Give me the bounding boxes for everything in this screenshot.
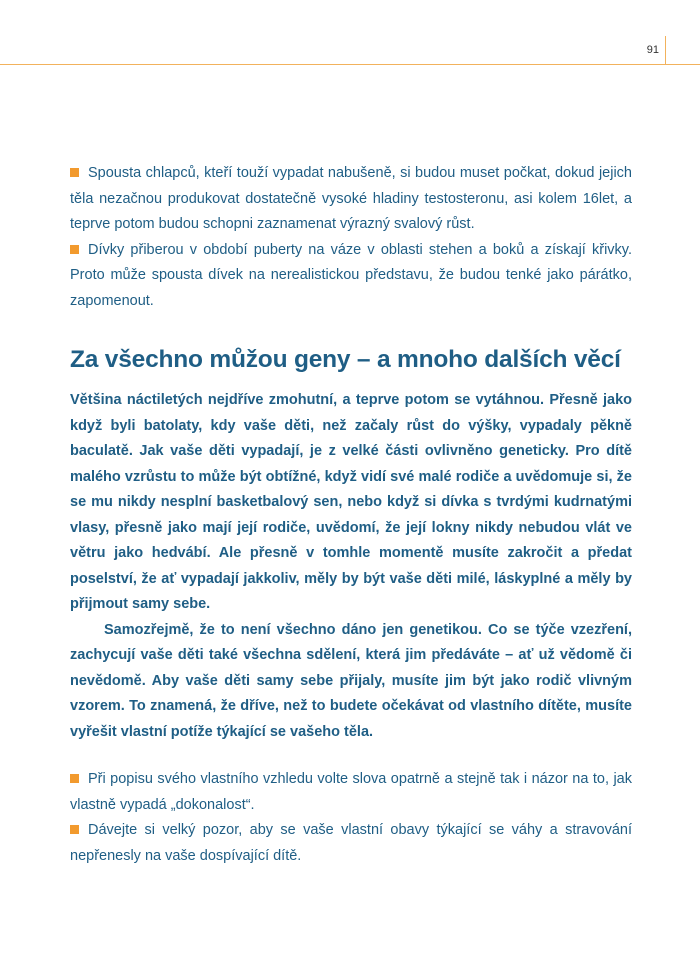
header-tick [665, 36, 666, 65]
bullet-item [70, 238, 632, 315]
bullet-item [70, 818, 632, 869]
square-bullet-icon [70, 774, 79, 783]
page-number: 91 [646, 44, 659, 56]
bullet-item [70, 767, 632, 818]
bottom-bullet-list [70, 767, 632, 869]
header-rule [0, 64, 700, 65]
top-bullet-list [70, 161, 632, 314]
body-paragraph: Většina náctiletých nejdříve zmohutní, a teprve potom se vytáhnou. Přesně jako když byli batolaty, kdy vaše děti, než začaly růst do výšky, vypadaly pěkně baculatě. Jak vaše děti vypadají, je z velké části ovlivněno geneticky. Pro dítě malého vzrůstu to může být obtížné, když vidí své malé rodiče a uvědomuje si, že se mu nikdy nesplní basketbalový sen, nebo když si dívka s tvrdými kudrnatými vlasy, přesně jako mají její rodiče, uvědomí, že její lokny nikdy nebudou vlát ve větru jako hedvábí. Ale přesně v tomhle momentě musíte zakročit a předat poselství, že ať vypadají jakkoliv, měly by být vaše děti milé, láskyplné a měly by přijmout samy sebe. [70, 392, 632, 612]
bullet-text: Spousta chlapců, kteří touží vypadat nabušeně, si budou muset počkat, dokud jejich těla nezačnou produkovat dostatečně vysoké hladiny testosteronu, asi kolem 16let, a teprve potom budou schopni zaznamenat výrazný svalový růst. [70, 165, 632, 232]
bullet-text: Dívky přiberou v období puberty na váze v oblasti stehen a boků a získají křivky. Proto může spousta dívek na nerealistickou představu, že budou tenké jako párátko, zapomenout. [70, 241, 632, 309]
bullet-text: Při popisu svého vlastního vzhledu volte slova opatrně a stejně tak i názor na to, jak vlastně vypadá „dokonalost“. [70, 771, 632, 813]
body-paragraph: Samozřejmě, že to není všechno dáno jen genetikou. Co se týče vzezření, zachycují vaše děti také všechna sdělení, která jim předáváte – ať už vědomě či nevědomě. Aby vaše děti samy sebe přijaly, musíte jim být jako rodič vlivným vzorem. To znamená, že dříve, než to budete očekávat od vlastního dítěte, musíte vyřešit vlastní potíže týkající se vašeho těla. [70, 621, 632, 740]
square-bullet-icon [70, 168, 79, 177]
section-heading: Za všechno můžou geny – a mnoho dalších věcí [70, 346, 621, 373]
bullet-item [70, 161, 632, 238]
section-body [70, 388, 632, 745]
bullet-text: Dávejte si velký pozor, aby se vaše vlastní obavy týkající se váhy a stravování nepřenesly na vaše dospívající dítě. [70, 822, 632, 864]
square-bullet-icon [70, 825, 79, 834]
square-bullet-icon [70, 245, 79, 254]
